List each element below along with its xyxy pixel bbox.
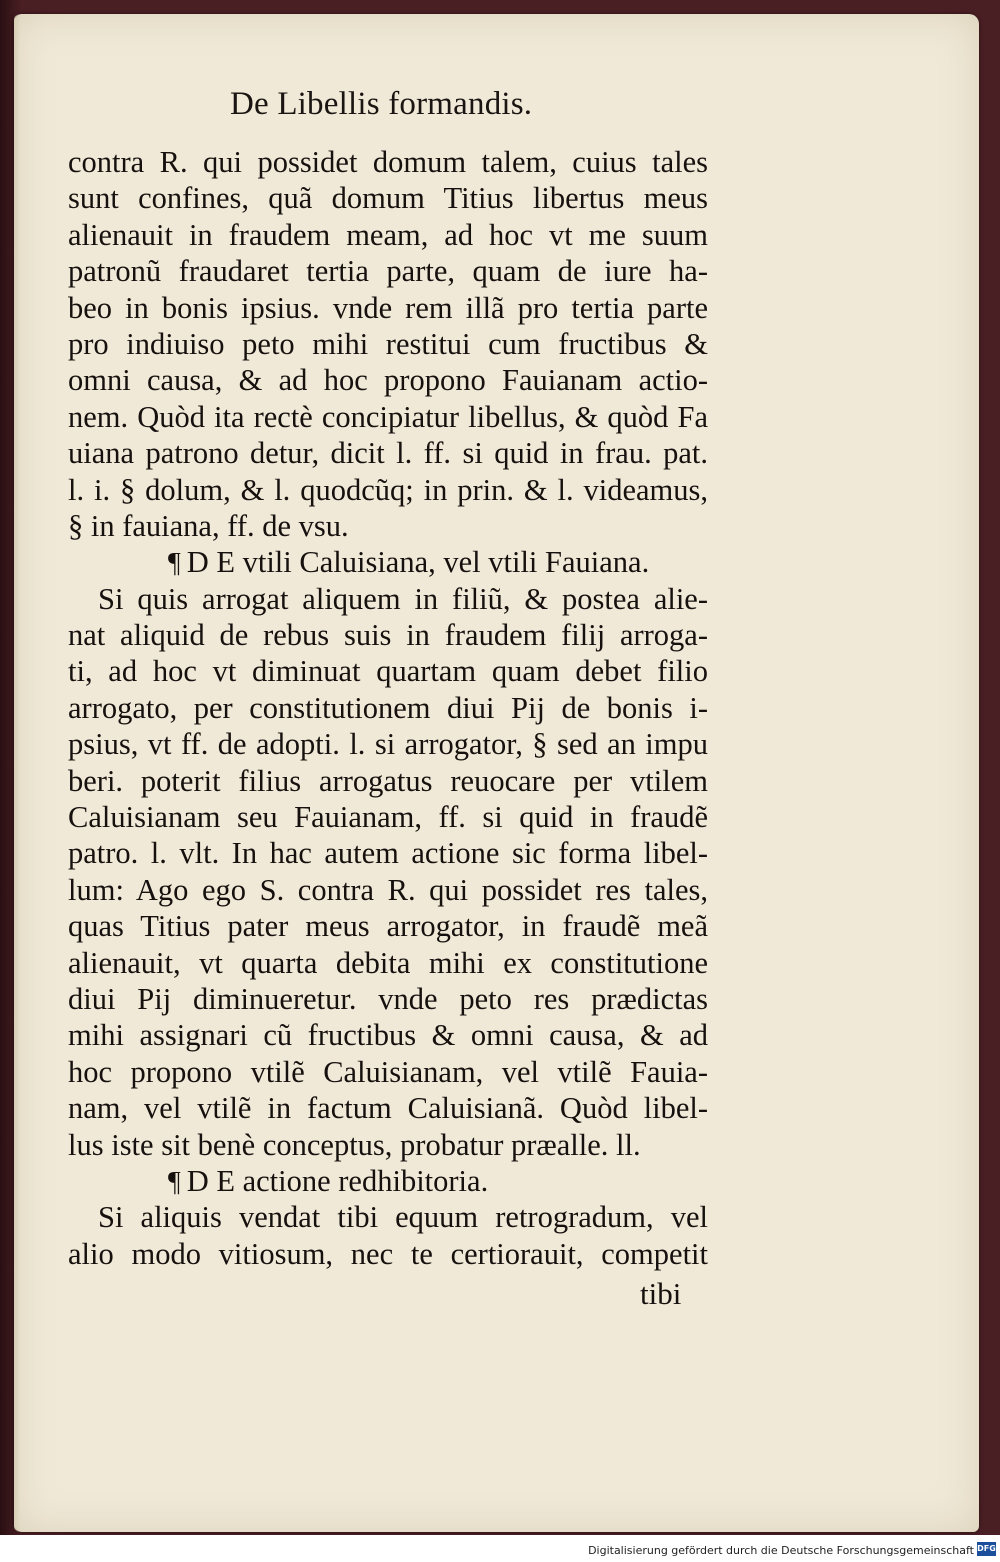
text-line: nam, vel vtilẽ in factum Caluisianã. Quòd libel- — [68, 1091, 708, 1126]
pilcrow-icon: ¶ — [168, 548, 181, 580]
text-line: Caluisianam seu Fauianam, ff. si quid in fraudẽ — [68, 800, 708, 835]
text-line: l. i. § dolum, & l. quodcũq; in prin. & l. videamus, — [68, 472, 708, 507]
text-line: psius, vt ff. de adopti. l. si arrogator, § sed an impu — [68, 727, 708, 762]
text-line: omni causa, & ad hoc propono Fauianam actio- — [68, 363, 708, 398]
text-line: Si aliquis vendat tibi equum retrogradum, vel — [98, 1200, 708, 1235]
text-line: pro indiuiso peto mihi restitui cum fructibus & — [68, 326, 708, 361]
running-head: De Libellis formandis. — [230, 86, 533, 122]
text-line: Si quis arrogat aliquem in filiũ, & postea alie- — [98, 581, 708, 616]
text-line: ti, ad hoc vt diminuat quartam quam debet filio — [68, 654, 708, 689]
section-heading-text: D E vtili Caluisiana, vel vtili Fauiana. — [186, 545, 650, 580]
text-line: lus iste sit benè conceptus, probatur præalle. ll. — [68, 1127, 641, 1162]
text-line: beo in bonis ipsius. vnde rem illã pro tertia parte — [68, 290, 708, 325]
section-heading — [68, 544, 708, 580]
text-line: sunt confines, quã domum Titius libertus meus — [68, 181, 708, 216]
text-block — [68, 144, 708, 1272]
pilcrow-icon: ¶ — [168, 1166, 181, 1198]
text-line: § in fauiana, ff. de vsu. — [68, 508, 349, 543]
catchword: tibi — [640, 1276, 682, 1311]
text-line: diui Pij diminueretur. vnde peto res prædictas — [68, 981, 708, 1016]
dfg-logo-icon: DFG — [977, 1542, 996, 1556]
funding-credit: Digitalisierung gefördert durch die Deutsche Forschungsgemeinschaft — [588, 1544, 974, 1557]
text-line: alienauit in fraudem meam, ad hoc vt me suum — [68, 217, 708, 252]
text-line: quas Titius pater meus arrogator, in fraudẽ meã — [68, 909, 708, 944]
text-line: patronũ fraudaret tertia parte, quam de iure ha- — [68, 254, 708, 289]
text-line: lum: Ago ego S. contra R. qui possidet res tales, — [68, 872, 708, 907]
text-line: alienauit, vt quarta debita mihi ex constitutione — [68, 945, 708, 980]
section-heading — [68, 1163, 708, 1199]
text-line: mihi assignari cũ fructibus & omni causa, & ad — [68, 1018, 708, 1053]
text-line: beri. poterit filius arrogatus reuocare per vtilem — [68, 763, 708, 798]
text-line: arrogato, per constitutionem diui Pij de bonis i- — [68, 690, 708, 725]
text-line: nat aliquid de rebus suis in fraudem filij arroga- — [68, 618, 708, 653]
text-line: hoc propono vtilẽ Caluisianam, vel vtilẽ Fauia- — [68, 1054, 708, 1089]
text-line: alio modo vitiosum, nec te certiorauit, competit — [68, 1236, 708, 1271]
page-edge-shadow — [14, 14, 20, 1532]
section-heading-text: D E actione redhibitoria. — [186, 1163, 489, 1198]
text-line: nem. Quòd ita rectè concipiatur libellus, & quòd Fa — [68, 399, 708, 434]
text-line: uiana patrono detur, dicit l. ff. si quid in frau. pat. — [68, 436, 708, 471]
text-line: patro. l. vlt. In hac autem actione sic forma libel- — [68, 836, 708, 871]
text-line: contra R. qui possidet domum talem, cuius tales — [68, 145, 708, 179]
